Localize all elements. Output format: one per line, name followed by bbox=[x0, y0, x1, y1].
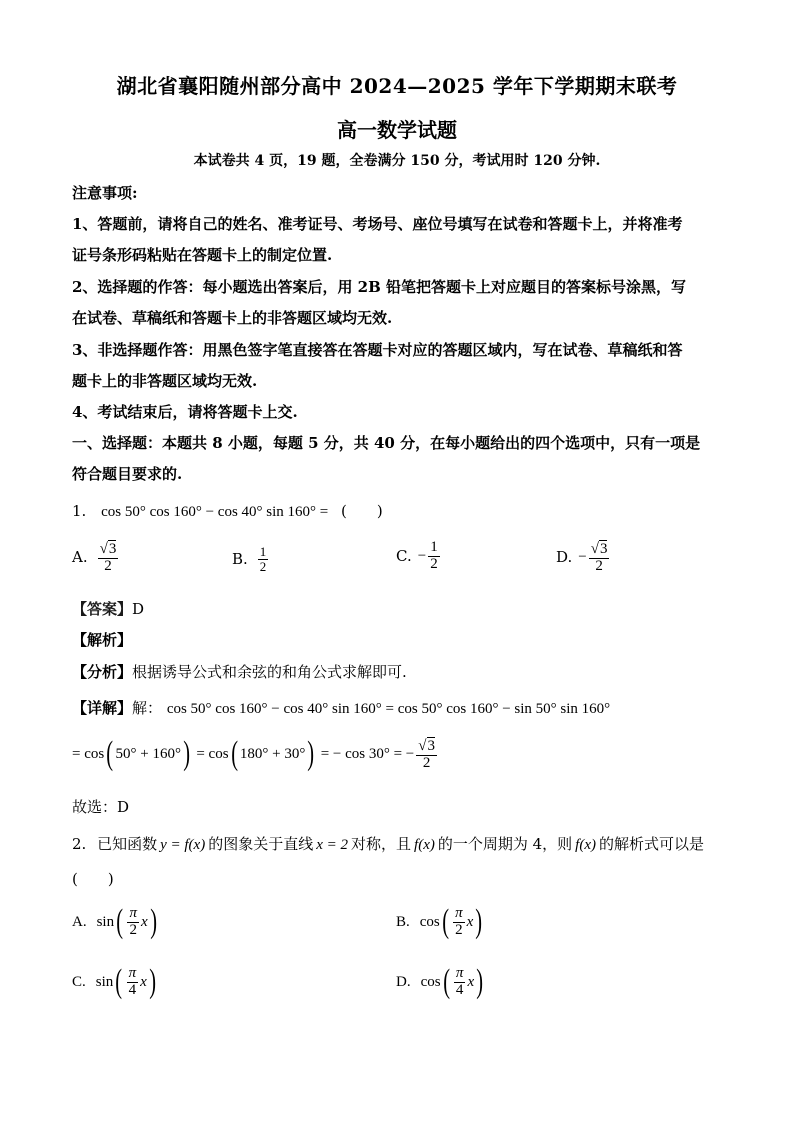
radicand: 3 bbox=[108, 541, 117, 557]
right-paren: ) bbox=[307, 735, 315, 773]
option-label: D. bbox=[556, 548, 573, 567]
function-name: cos bbox=[419, 913, 440, 930]
fraction: √ 3 2 bbox=[99, 540, 117, 574]
option-label: C. bbox=[396, 547, 412, 566]
denominator: 2 bbox=[259, 558, 267, 574]
left-paren: ( bbox=[442, 903, 449, 940]
option-label: A. bbox=[72, 913, 87, 930]
q2-stem-c: 对称，且 bbox=[351, 835, 412, 853]
q2-option-d[interactable] bbox=[396, 965, 485, 999]
q1-number: 1. bbox=[72, 502, 87, 520]
numerator: 1 bbox=[259, 544, 267, 559]
fraction bbox=[127, 906, 139, 939]
fraction bbox=[454, 966, 466, 999]
q2-stem-e: 的解析式可以是 bbox=[599, 835, 705, 853]
q1-choice: 故选：D bbox=[72, 798, 130, 816]
q1-fenxi bbox=[72, 661, 407, 682]
left-paren: ( bbox=[115, 963, 123, 1000]
numerator: 1 bbox=[430, 539, 438, 555]
denominator: 2 bbox=[129, 921, 137, 938]
fenxi-tag: 【分析】 bbox=[72, 663, 133, 681]
numerator: π bbox=[128, 964, 137, 981]
notice-item-1: 1、答题前，请将自己的姓名、准考证号、考场号、座位号填写在试卷和答题卡上，并将准考 bbox=[72, 215, 683, 233]
minus-sign: − bbox=[578, 548, 587, 565]
option-label: C. bbox=[72, 973, 86, 990]
notice-item-4: 4、考试结束后，请将答题卡上交. bbox=[72, 403, 298, 421]
denominator: 4 bbox=[128, 981, 137, 998]
answer-tag: 【答案】 bbox=[72, 600, 133, 618]
right-paren: ) bbox=[476, 963, 484, 1000]
q1-stem bbox=[72, 500, 383, 521]
fraction: √ 3 2 bbox=[418, 737, 436, 771]
q2-stem-d: 的一个周期为 4，则 bbox=[437, 835, 573, 853]
denominator: 2 bbox=[104, 557, 112, 574]
left-paren: ( bbox=[116, 903, 124, 940]
numerator: π bbox=[455, 904, 463, 921]
right-paren: ) bbox=[149, 903, 157, 940]
xiangjie-tag: 【详解】 bbox=[72, 699, 133, 717]
q1-analysis-tag: 【解析】 bbox=[72, 631, 133, 649]
option-label: D. bbox=[396, 973, 411, 990]
function-name: sin bbox=[95, 973, 114, 990]
fraction: √ 3 2 bbox=[590, 540, 608, 574]
section-heading-cont: 符合题目要求的. bbox=[72, 465, 183, 483]
q1-option-a[interactable] bbox=[72, 540, 120, 574]
option-label: B. bbox=[232, 550, 248, 569]
function-name: cos bbox=[420, 973, 441, 990]
q2-number: 2. bbox=[72, 835, 87, 853]
denominator: 2 bbox=[455, 921, 463, 938]
left-paren: ( bbox=[230, 735, 238, 773]
left-paren: ( bbox=[442, 963, 450, 1000]
variable: x bbox=[467, 973, 475, 990]
notice-heading: 注意事项: bbox=[72, 184, 138, 202]
q1-answer bbox=[72, 598, 144, 619]
exam-subtitle: 高一数学试题 bbox=[337, 118, 457, 142]
q1-solution-step-1 bbox=[72, 697, 610, 718]
q1-expression: cos 50° cos 160° − cos 40° sin 160° = bbox=[101, 504, 329, 520]
radicand: 3 bbox=[599, 541, 608, 557]
q2-stem-b: 的图象关于直线 bbox=[208, 835, 314, 853]
option-label: B. bbox=[396, 913, 410, 930]
q2-line: x = 2 bbox=[316, 837, 349, 853]
q1-option-b[interactable] bbox=[232, 545, 270, 573]
q2-fx: f(x) bbox=[575, 837, 596, 853]
step-2-d: 180° + 30° bbox=[239, 745, 306, 762]
right-paren: ) bbox=[149, 963, 156, 1000]
radicand: 3 bbox=[427, 738, 436, 754]
denominator: 2 bbox=[422, 754, 431, 771]
right-paren: ) bbox=[475, 903, 483, 940]
exam-title: 湖北省襄阳随州部分高中 2024—2025 学年下学期期末联考 bbox=[116, 74, 678, 98]
fraction bbox=[453, 906, 465, 939]
q2-option-c[interactable] bbox=[72, 965, 158, 999]
numerator: π bbox=[455, 964, 464, 981]
step-2-e: = − cos 30° = − bbox=[320, 745, 415, 762]
denominator: 2 bbox=[430, 555, 438, 572]
notice-item-2: 2、选择题的作答：每小题选出答案后，用 2B 铅笔把答题卡上对应题目的答案标号涂黑，写 bbox=[72, 278, 687, 296]
q2-option-a[interactable] bbox=[72, 905, 159, 939]
section-heading: 一、选择题：本题共 8 小题，每题 5 分，共 40 分，在每小题给出的四个选项中，只有一项是 bbox=[72, 434, 701, 452]
q2-function: y = f(x) bbox=[160, 837, 206, 853]
q1-solution-step-2 bbox=[72, 737, 439, 771]
q1-option-d[interactable] bbox=[556, 540, 611, 574]
function-name: sin bbox=[96, 913, 115, 930]
fraction bbox=[127, 966, 139, 999]
xiangjie-prefix: 解： bbox=[132, 699, 163, 717]
option-label: A. bbox=[72, 548, 88, 567]
step-1-expr: cos 50° cos 160° − cos 40° sin 160° = cos 50° cos 160° − sin 50° sin 160° bbox=[166, 701, 611, 717]
q2-stem-a: 已知函数 bbox=[97, 835, 158, 853]
denominator: 4 bbox=[455, 981, 464, 998]
q2-blank: ( ) bbox=[72, 870, 114, 888]
q2-stem bbox=[72, 833, 704, 854]
denominator: 2 bbox=[595, 557, 603, 574]
right-paren: ) bbox=[183, 735, 191, 773]
notice-item-2-cont: 在试卷、草稿纸和答题卡上的非答题区域均无效. bbox=[72, 309, 393, 327]
q2-fx: f(x) bbox=[414, 837, 435, 853]
fenxi-text: 根据诱导公式和余弦的和角公式求解即可. bbox=[132, 663, 407, 681]
q1-option-c[interactable] bbox=[396, 540, 442, 573]
step-2-b: 50° + 160° bbox=[115, 745, 182, 762]
numerator: π bbox=[129, 904, 137, 921]
notice-item-1-cont: 证号条形码粘贴在答题卡上的制定位置. bbox=[72, 246, 333, 264]
exam-info: 本试卷共 4 页，19 题，全卷满分 150 分，考试用时 120 分钟. bbox=[193, 153, 601, 169]
fraction bbox=[428, 540, 440, 573]
left-paren: ( bbox=[106, 735, 114, 773]
minus-sign: − bbox=[417, 547, 427, 564]
variable: x bbox=[140, 913, 148, 930]
q1-blank: ( ) bbox=[341, 502, 383, 520]
notice-item-3: 3、非选择题作答：用黑色签字笔直接答在答题卡对应的答题区域内，写在试卷、草稿纸和答 bbox=[72, 341, 683, 359]
q2-option-b[interactable] bbox=[396, 905, 485, 939]
step-2-a: = cos bbox=[72, 745, 105, 762]
fraction bbox=[258, 545, 269, 573]
variable: x bbox=[466, 913, 474, 930]
notice-item-3-cont: 题卡上的非答题区域均无效. bbox=[72, 372, 258, 390]
step-2-c: = cos bbox=[196, 745, 229, 762]
answer-value: D bbox=[132, 600, 145, 618]
variable: x bbox=[140, 973, 147, 990]
